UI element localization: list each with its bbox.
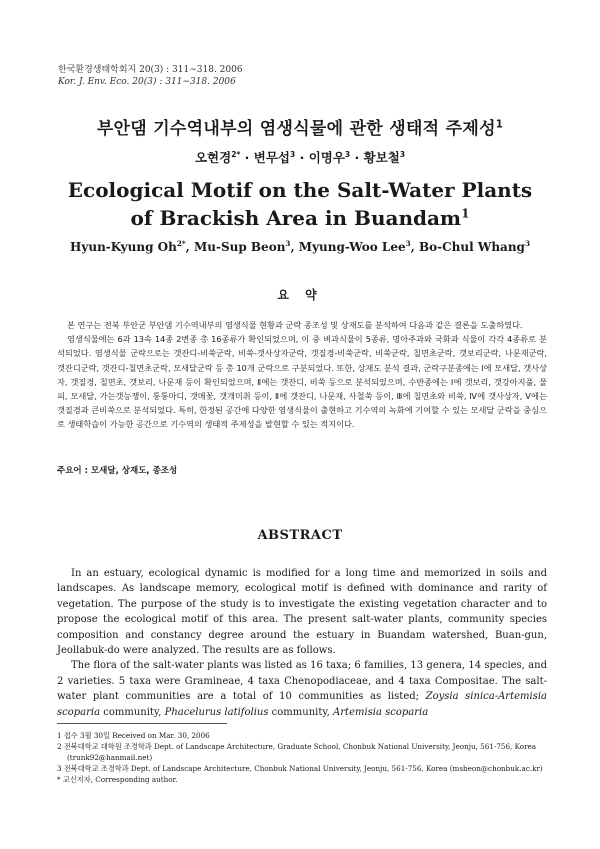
korean-title-footnote-mark: 1 bbox=[495, 119, 504, 131]
abstract-heading: ABSTRACT bbox=[257, 528, 343, 543]
footnote: 1 접수 3월 30일 Received on Mar. 30, 2006 bbox=[57, 731, 210, 740]
footnote-divider bbox=[57, 723, 227, 724]
author-en: Hyun-Kyung Oh bbox=[70, 240, 177, 254]
author-separator: · bbox=[350, 150, 364, 165]
author-affiliation-mark: 3 bbox=[405, 239, 411, 248]
korean-title-text: 부안댐 기수역내부의 염생식물에 관한 생태적 주제성 bbox=[96, 119, 496, 139]
species-name: Artemisia scoparia bbox=[333, 706, 429, 718]
abstract-paragraph-text: The flora of the salt-water plants was listed as 16 taxa; 6 families, 13 genera, 14 species, and 2 varieties. 5 taxa were Gramineae, 4 taxa Chenopodiaceae, and 4 taxa Compositae. The salt-water plant communities are a total of 10 communities as listed; bbox=[57, 660, 547, 703]
footnote: 3 전북대학교 조경학과 Dept. of Landscape Architecture, Chonbuk National University, Jeonju, 561-756, Korea (msbeon@chonbuk.ac.kr) bbox=[57, 764, 543, 773]
author-affiliation-mark: 3 bbox=[290, 149, 296, 159]
author-affiliation-mark: 3 bbox=[285, 239, 291, 248]
english-abstract bbox=[57, 566, 547, 720]
author-separator: · bbox=[295, 150, 309, 165]
abstract-text: community, bbox=[268, 706, 334, 718]
english-title bbox=[60, 176, 540, 232]
footnote: * 교신저자, Corresponding author. bbox=[57, 775, 178, 784]
footnote-email: (trunk92@hanmail.net) bbox=[67, 753, 153, 762]
korean-abstract-heading: 요 약 bbox=[277, 288, 323, 302]
footnote: 2 전북대학교 대학원 조경학과 Dept. of Landscape Architecture, Graduate School, Chonbuk National University, Jeonju, 561-756, Korea bbox=[57, 742, 537, 751]
journal-citation-kr: 한국환경생태학회지 20(3) : 311∼318. 2006 bbox=[58, 65, 243, 75]
author-kr: 이명우 bbox=[308, 150, 345, 165]
korean-abstract-paragraph: 염생식물에는 6과 13속 14종 2변종 총 16종류가 확인되었으며, 이 중 벼과식물이 5종류, 명아주과와 국화과 식물이 각각 4종류로 분석되었다. 염생식물 군락으로는 갯잔디-비쑥군락, 비쑥-갯사상자군락, 갯질경-비쑥군락, 비쑥군락, 칠면초군락, 갯보리군락, 나문재군락, 갯잔디군락, 갯잔디-칠면초군락, 모새달군락 등 총 10개 군락으로 구분되었다. 또한, 상재도 분석 결과, 군락구분종에는 Ⅰ에 모새달, 갯사상자, 갯질경, 칠면초, 갯보리, 나문재 등이 확인되었으며, Ⅱ에는 갯잔디, 비쑥 등으로 분석되었으며, 수반종에는 Ⅰ에 갯보리, 갯강아지풀, 물피, 모새달, 가는갯능쟁이, 퉁퉁마디, 갯메꽃, 갯개미취 등이, Ⅱ에 갯잔디, 나문재, 사철쑥 등이, Ⅲ에 칠면초와 비쑥, Ⅳ에 갯사상자, Ⅴ에는 갯질경과 큰비쑥으로 분석되었다. 특히, 한정된 공간에 다양한 염생식물이 출현하고 기수역의 녹화에 기여할 수 있는 모새달 군락을 중심으로 생태학습이 가능한 공간으로 기수역의 생태적 주제성을 발현할 수 있는 적지이다. bbox=[57, 334, 547, 430]
abstract-paragraph bbox=[57, 658, 547, 720]
korean-abstract-paragraph: 본 연구는 전북 부안군 부안댐 기수역내부의 염생식물 현황과 군락 종조성 및 상재도를 분석하여 다음과 같은 결론을 도출하였다. bbox=[67, 320, 523, 330]
author-separator: , bbox=[290, 240, 299, 254]
english-title-text: Ecological Motif on the Salt-Water Plants of Brackish Area in Buandam bbox=[67, 178, 533, 230]
author-affiliation-mark: 3 bbox=[399, 149, 406, 159]
species-name: Phacelurus latifolius bbox=[164, 706, 269, 718]
journal-citation-en: Kor. J. Env. Eco. 20(3) : 311∼318. 2006 bbox=[58, 77, 236, 87]
species-name: Zoysia sinica-Artemisia scoparia bbox=[57, 691, 548, 718]
korean-title bbox=[0, 114, 600, 139]
footnotes bbox=[57, 730, 552, 785]
author-affiliation-mark: 3 bbox=[524, 239, 530, 248]
author-kr: 변무섭 bbox=[253, 150, 291, 165]
author-affiliation-mark: 2* bbox=[176, 239, 186, 248]
author-kr: 황보철 bbox=[363, 150, 400, 165]
author-en: Mu-Sup Beon bbox=[193, 240, 286, 254]
korean-abstract bbox=[57, 318, 547, 432]
author-separator: · bbox=[240, 150, 254, 165]
keywords: 주요어 : 모새달, 상재도, 종조성 bbox=[57, 466, 178, 476]
english-title-footnote-mark: 1 bbox=[461, 206, 470, 221]
korean-authors bbox=[0, 148, 600, 166]
abstract-text: community, bbox=[100, 706, 165, 718]
author-separator: , bbox=[410, 240, 419, 254]
english-authors bbox=[0, 240, 600, 254]
author-separator: , bbox=[185, 240, 194, 254]
journal-header bbox=[58, 64, 243, 88]
abstract-paragraph: In an estuary, ecological dynamic is modified for a long time and memorized in soils and landscapes. As landscape memory, ecological motif is defined with dominance and rarity of vegetation. The purpose of the study is to investigate the existing vegetation character and to propose the ecological motif of this area. The present salt-water plants, community species composition and constancy degree around the estuary in Buandam watershed, Buan-gun, Jeollabuk-do were analyzed. The results are as follows. bbox=[57, 568, 547, 657]
author-affiliation-mark: 3 bbox=[344, 149, 351, 159]
author-en: Bo-Chul Whang bbox=[418, 240, 525, 254]
author-en: Myung-Woo Lee bbox=[298, 240, 406, 254]
author-kr: 오현경 bbox=[194, 150, 232, 165]
author-affiliation-mark: 2* bbox=[231, 149, 241, 159]
